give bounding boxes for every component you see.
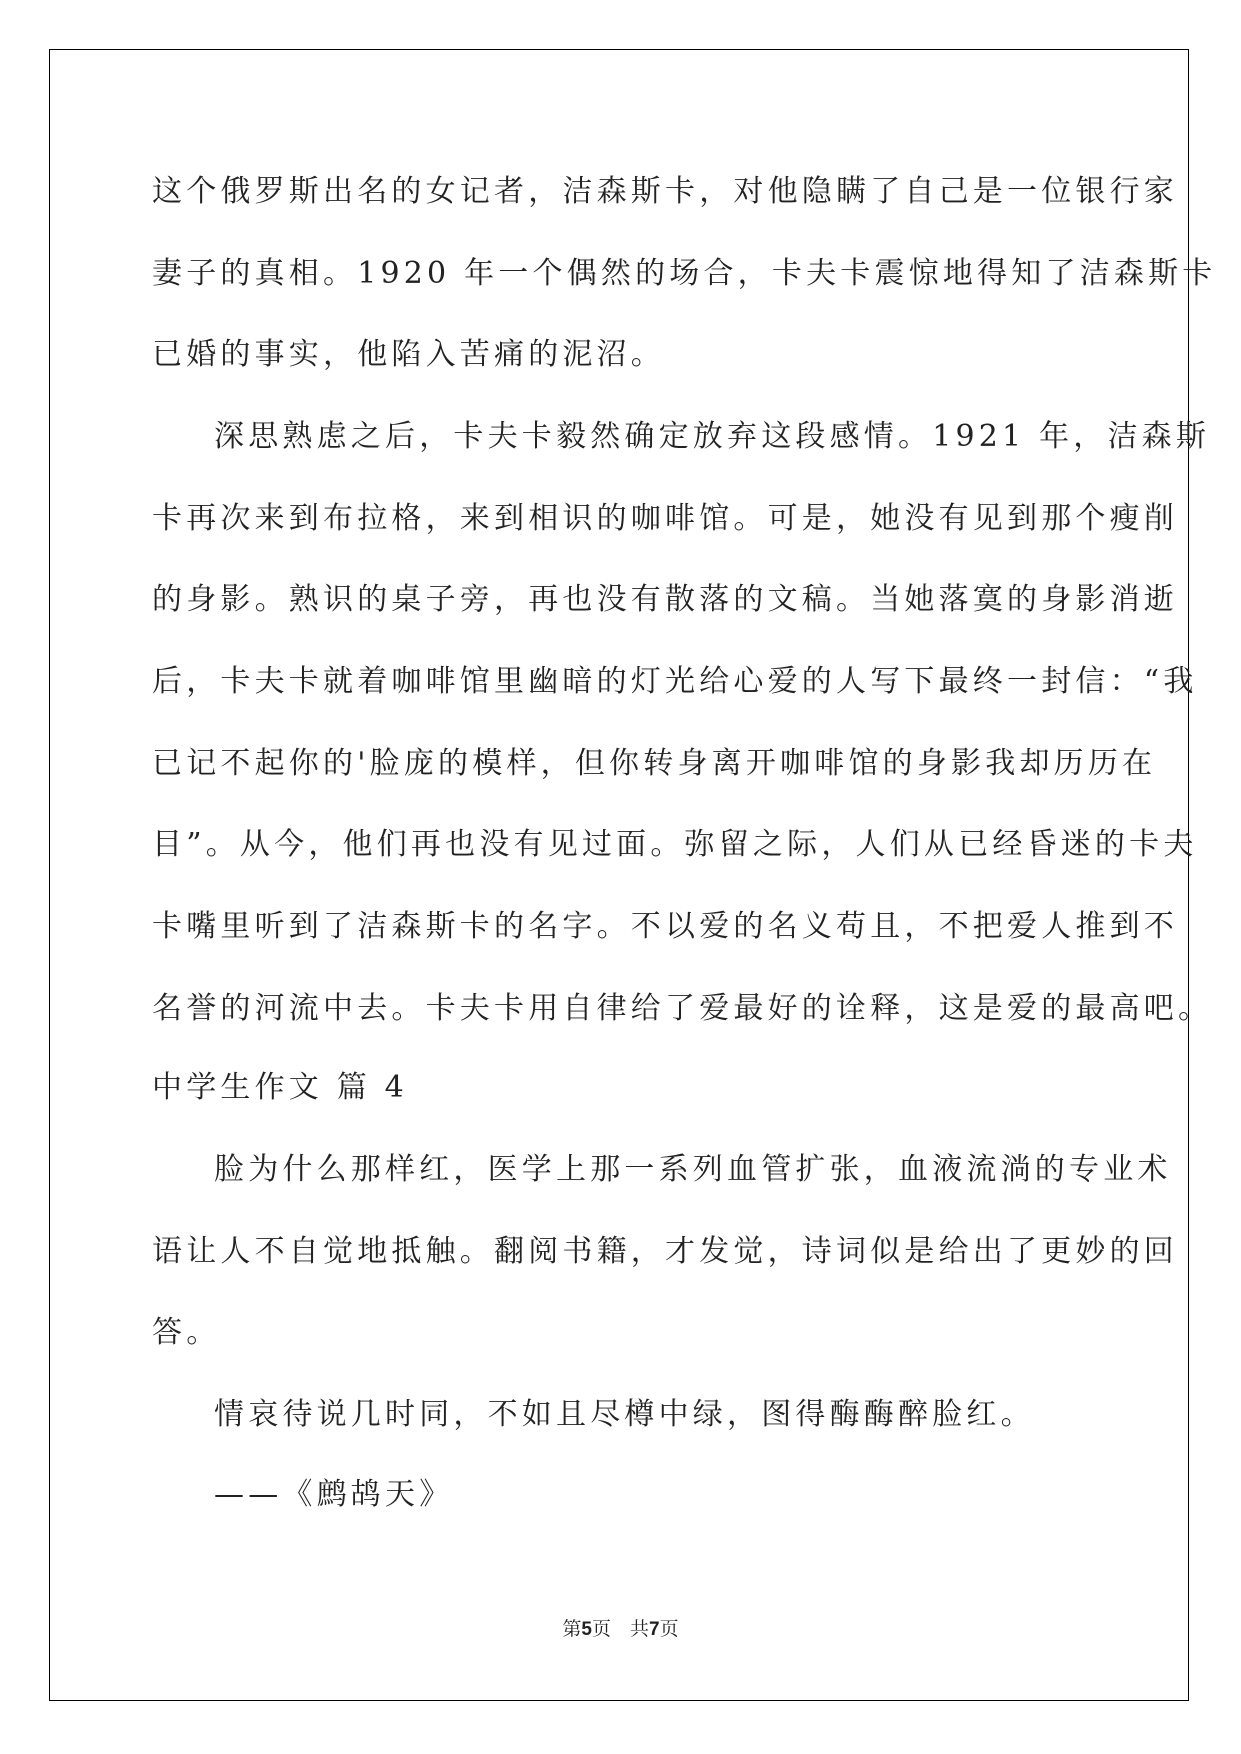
text-line: 目”。从今，他们再也没有见过面。弥留之际，人们从已经昏迷的卡夫 bbox=[152, 827, 1198, 862]
text-line: 名誉的河流中去。卡夫卡用自律给了爱最好的诠释，这是爱的最高吧。 bbox=[152, 991, 1213, 1026]
footer-prefix: 第 bbox=[562, 1618, 582, 1640]
poem-line: 情哀待说几时同，不如且尽樽中绿，图得酶酶醉脸红。 bbox=[214, 1397, 1035, 1432]
page-footer bbox=[0, 1614, 1241, 1641]
text-line: 语让人不自觉地抵触。翻阅书籍，才发觉，诗词似是给出了更妙的回 bbox=[152, 1234, 1178, 1269]
text-line: 卡再次来到布拉格，来到相识的咖啡馆。可是，她没有见到那个瘦削 bbox=[152, 501, 1178, 536]
text-line: 答。 bbox=[152, 1315, 221, 1350]
text-line: 卡嘴里听到了洁森斯卡的名字。不以爱的名义苟且，不把爱人推到不 bbox=[152, 909, 1178, 944]
text-line: 的身影。熟识的桌子旁，再也没有散落的文稿。当她落寞的身影消逝 bbox=[152, 582, 1178, 617]
text-line: 已婚的事实，他陷入苦痛的泥沼。 bbox=[152, 337, 665, 372]
current-page-number: 5 bbox=[581, 1619, 592, 1640]
text-line: 已记不起你的'脸庞的模样，但你转身离开咖啡馆的身影我却历历在 bbox=[152, 746, 1157, 781]
text-line: 后，卡夫卡就着咖啡馆里幽暗的灯光给心爱的人写下最终一封信：“我 bbox=[152, 664, 1198, 699]
text-line: 妻子的真相。1920 年一个偶然的场合，卡夫卡震惊地得知了洁森斯卡 bbox=[152, 256, 1217, 291]
text-line: 这个俄罗斯出名的女记者，洁森斯卡，对他隐瞒了自己是一位银行家 bbox=[152, 174, 1178, 209]
page-border bbox=[49, 49, 1189, 1701]
total-page-number: 7 bbox=[649, 1619, 660, 1640]
poem-attribution: ——《鹧鸪天》 bbox=[214, 1477, 454, 1512]
text-line: 脸为什么那样红，医学上那一系列血管扩张，血液流淌的专业术 bbox=[214, 1152, 1172, 1187]
footer-mid: 页 共 bbox=[591, 1618, 649, 1640]
section-heading: 中学生作文 篇 4 bbox=[152, 1070, 408, 1105]
footer-suffix: 页 bbox=[659, 1618, 679, 1640]
text-line: 深思熟虑之后，卡夫卡毅然确定放弃这段感情。1921 年，洁森斯 bbox=[214, 419, 1211, 454]
